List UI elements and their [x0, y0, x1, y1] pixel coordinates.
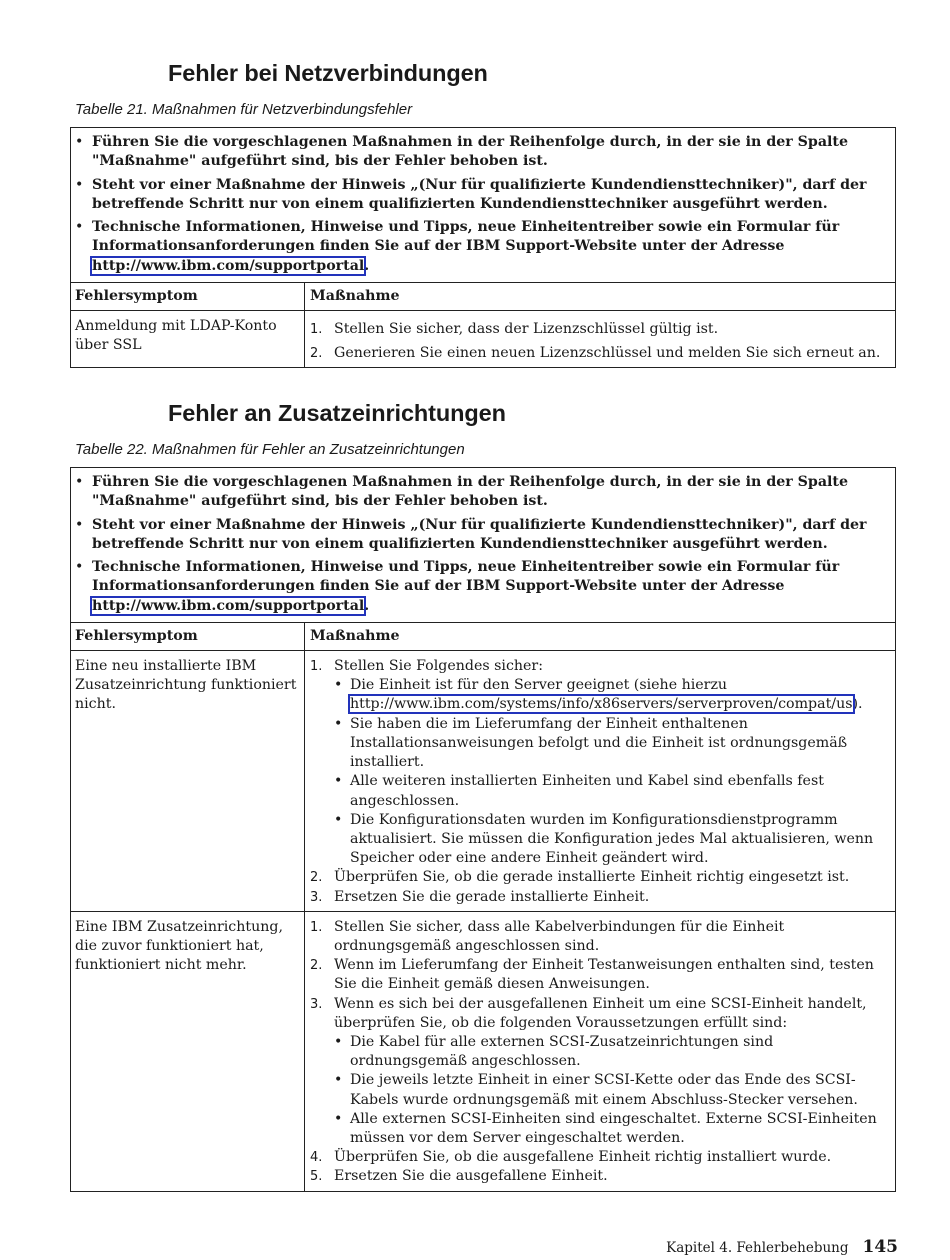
bullet-icon: • [75, 559, 84, 576]
page-footer [666, 1237, 898, 1257]
table-header-row [71, 283, 895, 311]
section-heading-network: Fehler bei Netzverbindungen [168, 60, 488, 86]
column-header-symptom: Fehlersymptom [71, 623, 305, 650]
action-cell [305, 912, 895, 1191]
support-portal-link[interactable]: http://www.ibm.com/supportportal [92, 257, 365, 274]
bullet-icon: • [334, 1110, 343, 1127]
sub-item: • Die Kabel für alle externen SCSI-Zusatzeinrichtungen sind ordnungsgemäß angeschlossen. [334, 1033, 891, 1071]
step-item: 5. Ersetzen Sie die ausgefallene Einheit. [310, 1168, 608, 1185]
step-item: 3. Wenn es sich bei der ausgefallenen Einheit um eine SCSI-Einheit handelt, überprüfen Sie, ob die folgenden Voraussetzungen erfüllt sind: • Die Kabel für alle externen SCSI-Zusatzeinrichtungen sind ordnungsgemäß angeschlossen. • Die jeweils letzte Einheit in einer SCSI-Kette oder das Ende des SCSI-Kabels wurde ordnungsgemäß mit einem Abschluss-Stecker versehen. • Alle externen SCSI-Einheiten sind eingeschaltet. Externe SCSI-Einheiten müssen vor dem Server eingeschaltet werden. [310, 995, 891, 1149]
step-item: 2. Überprüfen Sie, ob die gerade installierte Einheit richtig eingesetzt ist. [310, 869, 850, 886]
step-item: 1. Stellen Sie sicher, dass alle Kabelverbindungen für die Einheit ordnungsgemäß angeschlossen sind. [310, 918, 785, 954]
column-header-symptom: Fehlersymptom [71, 283, 305, 310]
column-header-action: Maßnahme [310, 628, 400, 645]
note-item: • Technische Informationen, Hinweise und Tipps, neue Einheitentreiber sowie ein Formular für Informationsanforderungen finden Sie auf der IBM Support-Website unter der Adresse http://www.ibm.com/supportportal. [75, 558, 885, 616]
table-notes [71, 128, 895, 283]
sub-item: • Die jeweils letzte Einheit in einer SCSI-Kette oder das Ende des SCSI-Kabels wurde ordnungsgemäß mit einem Abschluss-Stecker versehen. [334, 1071, 891, 1109]
step-item: 4. Überprüfen Sie, ob die ausgefallene Einheit richtig installiert wurde. [310, 1149, 832, 1166]
action-cell [305, 311, 895, 367]
bullet-icon: • [334, 773, 343, 790]
sub-item: • Alle weiteren installierten Einheiten und Kabel sind ebenfalls fest angeschlossen. [334, 772, 891, 810]
step-item: 2. Wenn im Lieferumfang der Einheit Testanweisungen enthalten sind, testen Sie die Einheit gemäß diesen Anweisungen. [310, 957, 874, 993]
bullet-icon: • [75, 176, 84, 193]
symptom-cell: Anmeldung mit LDAP-Konto über SSL [71, 311, 305, 367]
bullet-icon: • [334, 677, 343, 694]
note-item: • Technische Informationen, Hinweise und Tipps, neue Einheitentreiber sowie ein Formular für Informationsanforderungen finden Sie auf der IBM Support-Website unter der Adresse http://www.ibm.com/supportportal. [75, 218, 885, 276]
note-item: • Führen Sie die vorgeschlagenen Maßnahmen in der Reihenfolge durch, in der sie in der Spalte "Maßnahme" aufgeführt sind, bis der Fehler behoben ist. [75, 133, 885, 172]
bullet-icon: • [334, 715, 343, 732]
table-row [71, 311, 895, 367]
bullet-icon: • [334, 1033, 343, 1050]
table-row [71, 651, 895, 912]
serverproven-link[interactable]: http://www.ibm.com/systems/info/x86servers/serverproven/compat/us [350, 696, 853, 713]
column-header-action: Maßnahme [310, 288, 400, 305]
table-header-row [71, 623, 895, 651]
bullet-icon: • [75, 474, 84, 490]
table-caption-21: Tabelle 21. Maßnahmen für Netzverbindungsfehler [75, 101, 413, 118]
symptom-cell: Eine neu installierte IBM Zusatzeinrichtung funktioniert nicht. [71, 651, 305, 911]
sub-item: • Alle externen SCSI-Einheiten sind eingeschaltet. Externe SCSI-Einheiten müssen vor dem Server eingeschaltet werden. [334, 1110, 891, 1148]
step-item: 3. Ersetzen Sie die gerade installierte Einheit. [310, 888, 650, 905]
bullet-icon: • [334, 1072, 343, 1089]
bullet-icon: • [75, 516, 84, 533]
bullet-icon: • [75, 219, 84, 236]
step-item: 1. Stellen Sie sicher, dass der Lizenzschlüssel gültig ist. [310, 321, 719, 338]
bullet-icon: • [75, 134, 84, 150]
bullet-icon: • [334, 811, 343, 828]
note-item: • Führen Sie die vorgeschlagenen Maßnahmen in der Reihenfolge durch, in der sie in der Spalte "Maßnahme" aufgeführt sind, bis der Fehler behoben ist. [75, 473, 885, 512]
page-number: 145 [862, 1237, 898, 1257]
step-item: 2. Generieren Sie einen neuen Lizenzschlüssel und melden Sie sich erneut an. [310, 345, 881, 362]
table-row [71, 912, 895, 1191]
note-item: • Steht vor einer Maßnahme der Hinweis „(Nur für qualifizierte Kundendiensttechniker)", darf der betreffende Schritt nur von einem qualifizierten Kundendiensttechniker ausgeführt werden. [75, 516, 885, 555]
table-notes [71, 468, 895, 623]
action-cell [305, 651, 895, 911]
sub-item: • Die Einheit ist für den Server geeignet (siehe hierzu http://www.ibm.com/systems/info/x86servers/serverproven/compat/us). [334, 676, 891, 714]
note-item: • Steht vor einer Maßnahme der Hinweis „(Nur für qualifizierte Kundendiensttechniker)", darf der betreffende Schritt nur von einem qualifizierten Kundendiensttechniker ausgeführt werden. [75, 176, 885, 215]
support-portal-link[interactable]: http://www.ibm.com/supportportal [92, 597, 365, 614]
sub-item: • Sie haben die im Lieferumfang der Einheit enthaltenen Installationsanweisungen befolgt und die Einheit ist ordnungsgemäß installiert. [334, 715, 891, 773]
table-caption-22: Tabelle 22. Maßnahmen für Fehler an Zusatzeinrichtungen [75, 441, 465, 458]
symptom-cell: Eine IBM Zusatzeinrichtung, die zuvor funktioniert hat, funktioniert nicht mehr. [71, 912, 305, 1191]
step-item: 1. Stellen Sie Folgendes sicher: • Die Einheit ist für den Server geeignet (siehe hierzu http://www.ibm.com/systems/info/x86servers/serverproven/compat/us). • Sie haben die im Lieferumfang der Einheit enthaltenen Installationsanweisungen befolgt und die Einheit ist ordnungsgemäß installiert. • Alle weiteren installierten Einheiten und Kabel sind ebenfalls fest angeschlossen. • Die Konfigurationsdaten wurden im Konfigurationsdienstprogramm aktualisiert. Sie müssen die Konfiguration jedes Mal aktualisieren, wenn Speicher oder eine andere Einheit geändert wird. [310, 657, 891, 868]
table-network-errors [70, 127, 896, 368]
sub-item: • Die Konfigurationsdaten wurden im Konfigurationsdienstprogramm aktualisiert. Sie müssen die Konfiguration jedes Mal aktualisieren, wenn Speicher oder eine andere Einheit geändert wird. [334, 811, 891, 869]
footer-chapter: Kapitel 4. Fehlerbehebung [666, 1240, 849, 1256]
table-option-errors [70, 467, 896, 1192]
section-heading-options: Fehler an Zusatzeinrichtungen [168, 400, 506, 426]
